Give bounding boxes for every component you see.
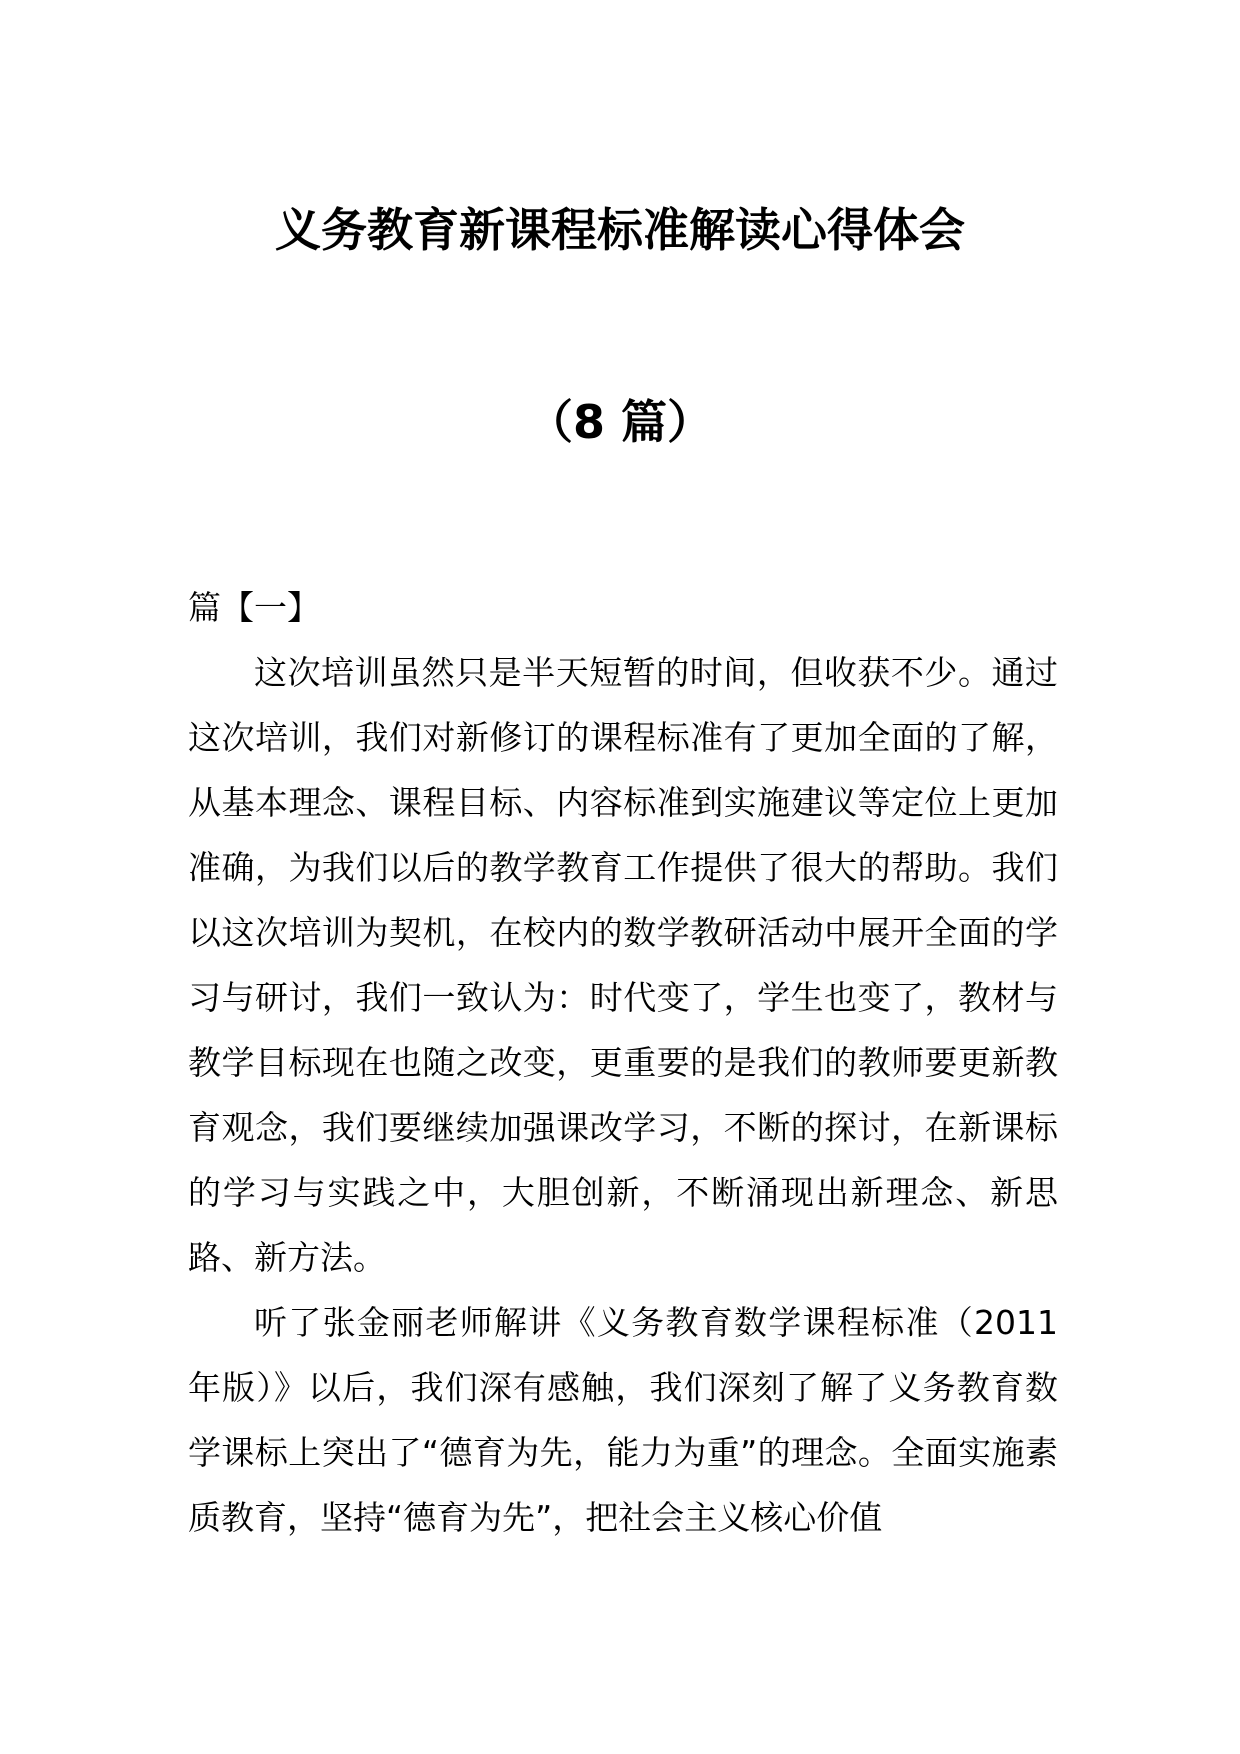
paragraph: 这次培训虽然只是半天短暂的时间，但收获不少。通过这次培训，我们对新修订的课程标准有了更加全面的了解，从基本理念、课程目标、内容标准到实施建议等定位上更加准确，为我们以后的教学教育工作提供了很大的帮助。我们以这次培训为契机，在校内的数学教研活动中展开全面的学习与研讨，我们一致认为：时代变了，学生也变了，教材与教学目标现在也随之改变，更重要的是我们的教师要更新教育观念，我们要继续加强课改学习，不断的探讨，在新课标的学习与实践之中，大胆创新，不断涌现出新理念、新思路、新方法。 (188, 653, 1058, 1277)
document-title: 义务教育新课程标准解读心得体会 (275, 203, 965, 257)
document-body (188, 575, 1058, 1550)
document-subtitle: （8 篇） (526, 395, 714, 449)
paragraph: 听了张金丽老师解讲《义务教育数学课程标准（2011年版）》以后，我们深有感触，我们深刻了解了义务教育数学课标上突出了“德育为先，能力为重”的理念。全面实施素质教育，坚持“德育为先”，把社会主义核心价值 (188, 1303, 1058, 1537)
section-label: 篇【一】 (188, 588, 320, 627)
